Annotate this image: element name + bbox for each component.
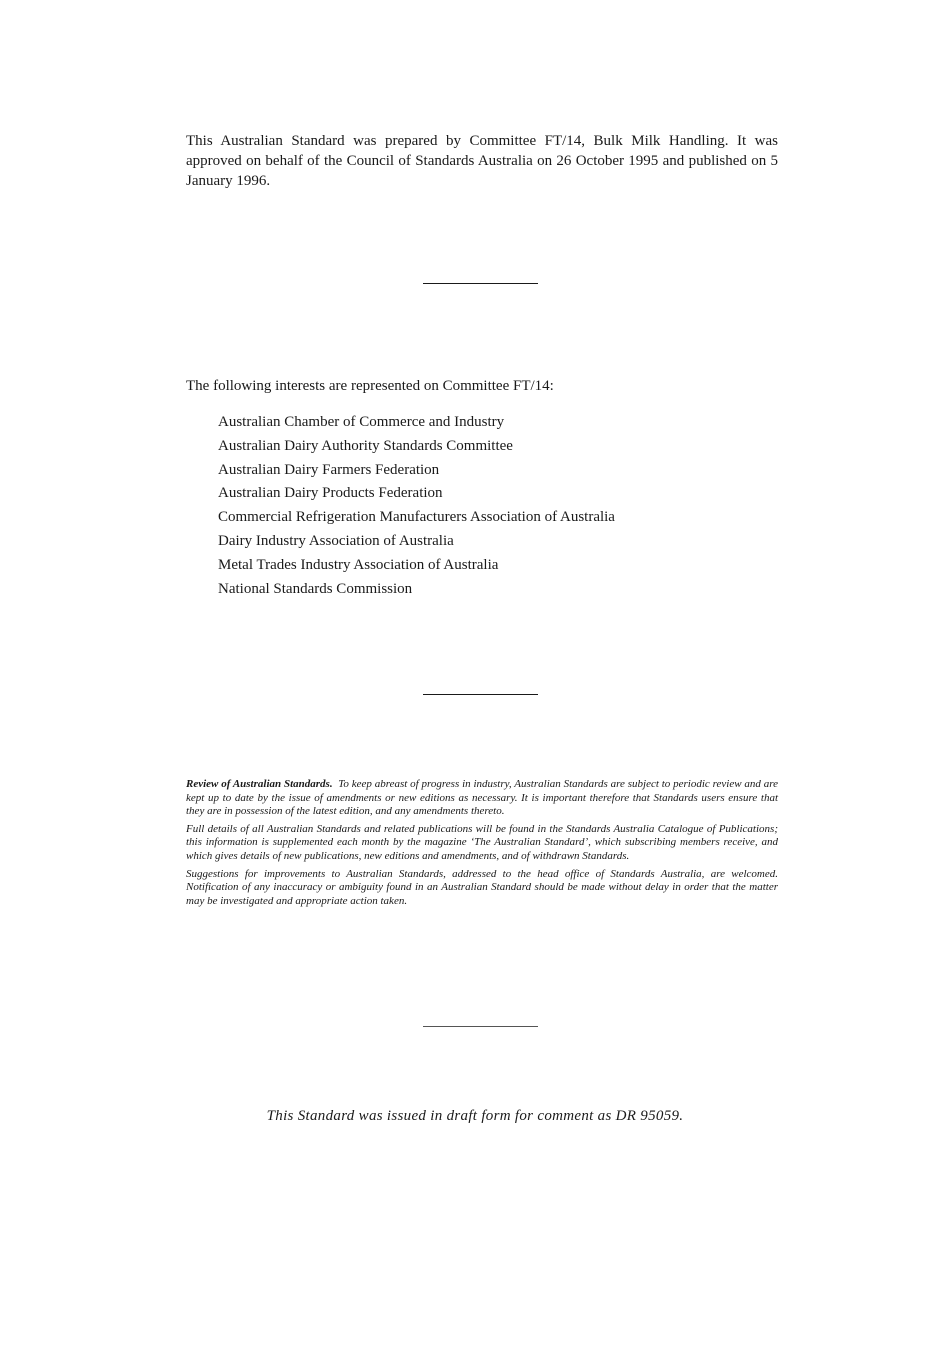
interest-item: Australian Chamber of Commerce and Industry — [218, 414, 505, 430]
section-divider — [423, 283, 538, 284]
section-divider — [423, 694, 538, 695]
interest-item: Australian Dairy Authority Standards Committee — [218, 437, 513, 454]
interests-heading: The following interests are represented on Committee FT/14: — [186, 378, 554, 394]
review-text: To keep abreast of progress in industry, Australian Standards are subject to periodic review and are kept up to date by the issue of amendments or new editions as necessary. It is important therefore that Standards users ensure that they are in possession of the latest edition, and any amendments thereto. — [186, 778, 778, 818]
interest-item: Australian Dairy Farmers Federation — [218, 461, 440, 478]
draft-note: This Standard was issued in draft form for comment as DR 95059. — [266, 1108, 684, 1124]
interest-item: Dairy Industry Association of Australia — [218, 532, 454, 549]
interest-item: Commercial Refrigeration Manufacturers Association of Australia — [218, 509, 615, 526]
interest-item: National Standards Commission — [218, 580, 413, 597]
section-divider — [423, 1026, 538, 1027]
review-notice — [186, 778, 778, 912]
catalogue-paragraph: Full details of all Australian Standards and related publications will be found in the Standards Australia Catalogue of Publications; this information is supplemented each month by the magazine ‘The Australian Standard’, which subscribing members receive, and which gives details of new publications, new editions and amendments, and of withdrawn Standards. — [186, 822, 778, 862]
review-lead: Review of Australian Standards. — [186, 778, 333, 790]
interest-item: Australian Dairy Products Federation — [218, 485, 443, 502]
interests-list — [218, 411, 615, 601]
review-paragraph — [186, 778, 778, 819]
suggestions-paragraph: Suggestions for improvements to Australian Standards, addressed to the head office of Standards Australia, are welcomed. Notification of any inaccuracy or ambiguity found in an Australian Standard should be made without delay in order that the matter may be investigated and appropriate action taken. — [186, 867, 778, 907]
approval-statement: This Australian Standard was prepared by Committee FT/14, Bulk Milk Handling. It was approved on behalf of the Council of Standards Australia on 26 October 1995 and published on 5 January 1996. — [186, 133, 778, 189]
interest-item: Metal Trades Industry Association of Australia — [218, 556, 499, 573]
